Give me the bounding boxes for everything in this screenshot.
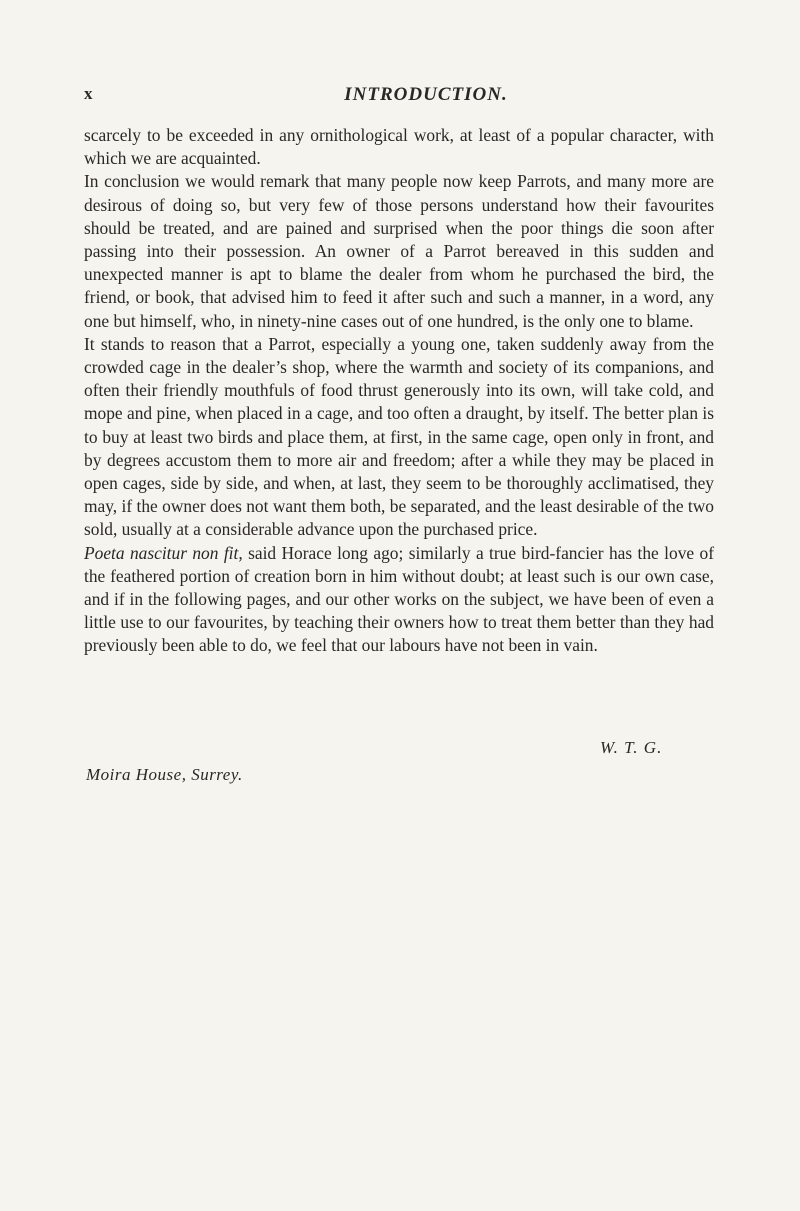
paragraph-text: In conclusion we would remark that many people now keep Parrots, and many more are desirous of doing so, but very few of those persons understand how their favourites should be treated, and are pained and surprised when the poor things die soon after passing into their possession. An owner of a Parrot bereaved in this sudden and unexpected manner is apt to blame the dealer from whom he purchased the bird, the friend, or book, that advised him to feed it after such and such a manner, in a word, any one but himself, who, in ninety-nine cases out of one hundred, is the only one to blame.	[84, 171, 714, 331]
paragraph-poeta	[84, 542, 714, 658]
running-head	[84, 84, 716, 108]
paragraph-conclusion	[84, 170, 714, 332]
paragraph-continuation	[84, 124, 714, 170]
paragraph-text: said Horace long ago; similarly a true bird-fancier has the love of the feathered portion of creation born in him without doubt; at least such is our own case, and if in the following pages, and our other works on the subject, we have been of even a little use to our favourites, by teaching their owners how to treat them better than they had previously been able to do, we feel that our labours have not been in vain.	[84, 542, 714, 656]
body-text	[84, 124, 714, 658]
place-line: Moira House, Surrey.	[86, 765, 243, 784]
paragraph-advice	[84, 333, 714, 542]
author-initials: W. T. G.	[600, 738, 663, 757]
latin-quote: Poeta nascitur non fit,	[84, 542, 243, 563]
page-number: x	[84, 84, 93, 103]
paragraph-text: scarcely to be exceeded in any ornithological work, at least of a popular character, with which we are acquainted.	[84, 125, 714, 169]
running-title: INTRODUCTION.	[344, 84, 508, 105]
paragraph-text: It stands to reason that a Parrot, especially a young one, taken suddenly away from the crowded cage in the dealer’s shop, where the warmth and society of its companions, and often their friendly mouthfuls of food thrust generously into its own, will take cold, and mope and pine, when placed in a cage, and too often a draught, by itself. The better plan is to buy at least two birds and place them, at first, in the same cage, open only in front, and by degrees accustom them to more air and freedom; after a while they may be placed in open cages, side by side, and when, at last, they seem to be thoroughly acclimatised, they may, if the owner does not want them both, be separated, and the least desirable of the two sold, usually at a considerable advance upon the purchased price.	[84, 333, 714, 540]
